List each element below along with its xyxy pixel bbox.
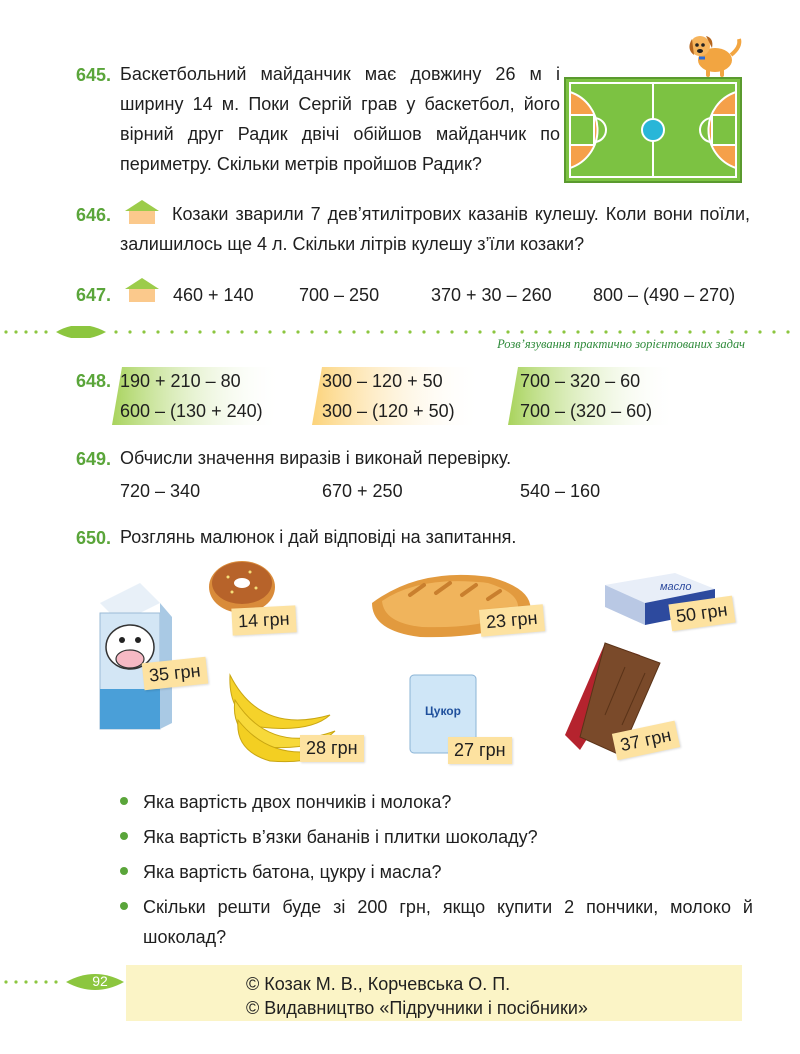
question: Яка вартість батона, цукру і масла? [143,862,442,882]
expression: 300 – (120 + 50) [322,401,455,421]
section-note: Розв’язування практично зорієнтованих задач [497,337,745,351]
problem-text-650: Розглянь малюнок і дай відповіді на запитання. [120,527,517,547]
expression: 700 – (320 – 60) [520,401,653,421]
bullet-icon [120,832,128,840]
expression: 460 + 140 [173,285,254,305]
problem-number-645: 645. [76,65,112,85]
house-icon [124,277,160,303]
price-tag-sugar: 27 грн [448,737,512,764]
expression: 670 + 250 [322,481,403,501]
bullet-icon [120,867,128,875]
expression: 600 – (130 + 240) [120,401,263,421]
problem-number-646: 646. [76,205,112,225]
problem-number-648: 648. [76,371,112,391]
footer-copyright [246,972,588,1020]
question: Яка вартість в’язки бананів і плитки шоколаду? [143,827,538,847]
problem-number-649: 649. [76,449,112,469]
basketball-court-illustration [560,30,745,186]
copyright-authors: © Козак М. В., Корчевська О. П. [246,974,511,994]
bullet-icon [120,797,128,805]
question: Яка вартість двох пончиків і молока? [143,792,452,812]
donut-icon [209,561,275,613]
expression: 540 – 160 [520,481,601,501]
price-tag-donut: 14 грн [231,605,296,635]
expression: 720 – 340 [120,481,201,501]
price-tag-butter: 50 грн [668,596,735,632]
bullet-icon [120,902,128,910]
problem-number-650: 650. [76,528,112,548]
price-tag-bread: 23 грн [479,604,545,636]
butter-label: масло [660,581,692,593]
price-tag-chocolate: 37 грн [612,721,680,761]
expression: 700 – 250 [299,285,380,305]
copyright-publisher: © Видавництво «Підручники і посібники» [246,998,588,1018]
expression: 800 – (490 – 270) [593,285,736,305]
page-number: 92 [92,973,108,989]
expression: 190 + 210 – 80 [120,371,241,391]
expression: 300 – 120 + 50 [322,371,443,391]
expression: 700 – 320 – 60 [520,371,641,391]
milk-carton-icon [100,583,172,729]
question: Скільки решти буде зі 200 грн, якщо купити 2 пончики, молоко й шоколад? [143,897,753,947]
problem-text-649: Обчисли значення виразів і виконай перевірку. [120,448,512,468]
sugar-label: Цукор [425,704,461,718]
puppy-icon [689,36,739,77]
price-tag-milk: 35 грн [142,657,208,690]
problem-text-645: Баскетбольний майданчик має довжину 26 м і ширину 14 м. Поки Сергій грав у баскетбол, його вірний друг Радик двічі обійшов майданчик по периметру. Скільки метрів пройшов Радик? [120,64,560,174]
problem-number-647: 647. [76,285,112,305]
problem-text-646: Козаки зварили 7 дев’ятилітрових казанів кулешу. Коли вони поїли, залишилось ще 4 л. Скільки літрів кулешу з’їли козаки? [120,204,750,254]
price-tag-bananas: 28 грн [300,735,364,762]
expression: 370 + 30 – 260 [431,285,552,305]
